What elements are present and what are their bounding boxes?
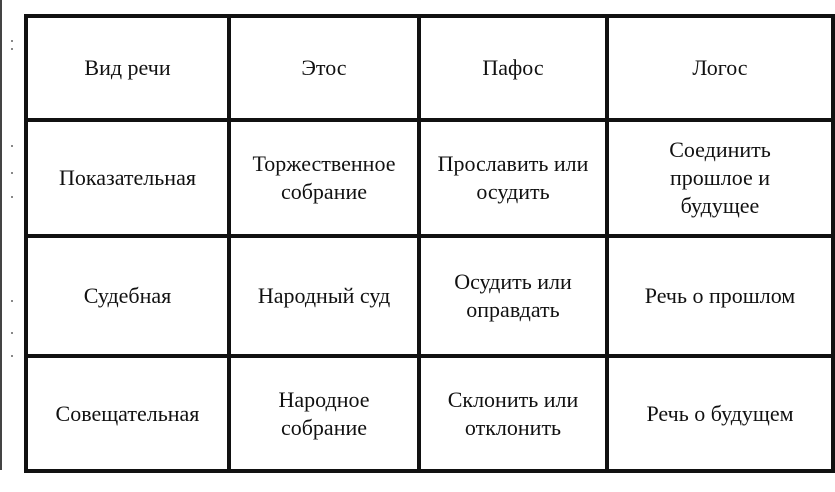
margin-mark [11,355,13,357]
margin-mark [11,172,13,174]
table-cell: Речь о прошлом [609,238,835,358]
margin-mark [11,40,13,42]
margin-mark [11,300,13,302]
table-cell: Народный суд [231,238,421,358]
table-cell: Показательная [28,122,231,238]
table-cell: Народное собрание [231,358,421,473]
table-cell: Склонить или отклонить [421,358,609,473]
margin-mark [11,196,13,198]
table-cell: Судебная [28,238,231,358]
table-cell: Речь о будущем [609,358,835,473]
table-cell: Соединить прошлое и будущее [609,122,835,238]
table-cell: Торжественное собрание [231,122,421,238]
header-cell-speech-type: Вид речи [28,18,231,122]
header-cell-pathos: Пафос [421,18,609,122]
margin-mark [11,145,13,147]
margin-mark [11,332,13,334]
speech-types-table [24,14,835,473]
table-cell: Совещательная [28,358,231,473]
header-cell-logos: Логос [609,18,835,122]
left-margin-line [0,0,2,470]
header-cell-ethos: Этос [231,18,421,122]
table-cell: Прославить или осудить [421,122,609,238]
margin-mark [11,48,13,50]
table-cell: Осудить или оправдать [421,238,609,358]
